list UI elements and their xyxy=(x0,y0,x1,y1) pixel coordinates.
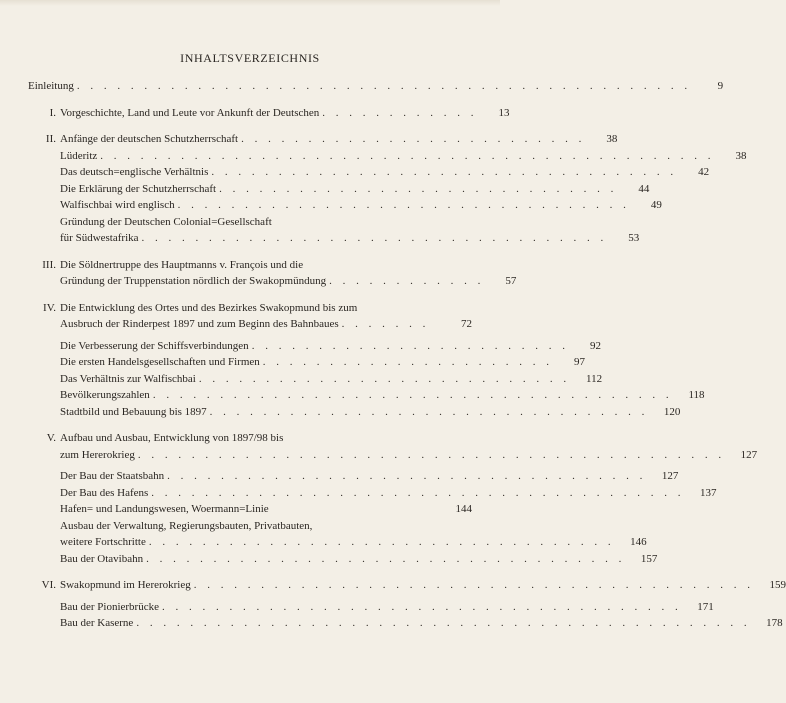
chapter-numeral: V. xyxy=(46,432,56,444)
leader-dots: . . . . . . . . . . . . . . . . . . . . . . . . . . . . . . xyxy=(219,182,618,195)
toc-section[interactable] xyxy=(28,485,717,502)
toc-section[interactable] xyxy=(28,148,747,165)
toc-page-number: 171 xyxy=(697,600,714,613)
toc-entry-label: Bau der Otavibahn xyxy=(60,552,144,565)
leader-dots: . . . . . . . . . . . . . . . . . . . . . . . . . . . . . . . . . . . . . . . xyxy=(161,600,682,613)
toc-entry-label: Lüderitz xyxy=(60,149,98,162)
toc-entry-label: Der Bau des Hafens xyxy=(60,486,149,499)
toc-page-number: 42 xyxy=(698,166,710,178)
leader-dots: . . . . . . . . . . . . . . . . . . . . . . . . . . . . . . . . . . . . . . . xyxy=(152,389,673,401)
toc-page-number: 13 xyxy=(498,106,510,119)
toc-page-number: 127 xyxy=(661,470,679,482)
leader-dots: . . . . . . . . . . . . . . . . . . . . . . . . xyxy=(251,339,569,352)
leader-dots: . . . . . . . . . . . . xyxy=(322,106,478,119)
leader-dots: . . . . . . . . . . . . . . . . . . . . . . . . . . . . . . . . . . . . . . . . xyxy=(151,486,685,499)
leader-dots: . . . . . . . . . . . . . . . . . . . . . . . . . . . . . . . . . . . . xyxy=(146,552,626,565)
page-title: INHALTSVERZEICHNIS xyxy=(180,51,320,65)
toc-entry-label: Die ersten Handelsgesellschaften und Firmen xyxy=(60,356,260,368)
leader-dots: . . . . . . . . . . . . . . . . . . . . . . . . . . . . . . . . . . . . . . . . . . . . . . xyxy=(136,617,751,629)
toc-entry-label: Ausbruch der Rinderpest 1897 und zum Beginn des Bahnbaues xyxy=(60,318,339,330)
toc-page-number: 72 xyxy=(461,318,472,330)
toc-entry-label: Die Entwicklung des Ortes und des Bezirkes Swakopmund bis zum xyxy=(60,301,358,314)
leader-dots: . . . . . . . . . . . . . . . . . . . . . . . . . . . . . . . . . . . . . . . . . . . . . . xyxy=(100,149,715,162)
leader-dots: . . . . . . . . . . . . . . . . . . . . . . . . . . . . . . . . . . . xyxy=(211,166,678,178)
leader-dots: . . . . . . . . . . . . . . . . . . . . . . . . . . . . . . . . . . . . . . . . . . . . xyxy=(137,448,726,461)
toc-section[interactable] xyxy=(28,371,603,388)
toc-page-number: 159 xyxy=(769,579,786,591)
toc-chapter-1[interactable] xyxy=(28,105,510,122)
toc-entry-label: Der Bau der Staatsbahn xyxy=(60,470,165,482)
toc-chapter-6[interactable] xyxy=(28,577,786,594)
toc-section[interactable] xyxy=(28,338,601,355)
toc-section[interactable] xyxy=(28,468,679,485)
table-of-contents xyxy=(28,78,786,632)
toc-entry-label: Bevölkerungszahlen xyxy=(60,389,150,401)
toc-page-number: 97 xyxy=(574,356,586,368)
toc-section[interactable] xyxy=(28,534,647,551)
toc-page-number: 137 xyxy=(700,486,717,499)
toc-section[interactable] xyxy=(28,599,714,616)
toc-page-number: 178 xyxy=(766,617,783,629)
toc-entry-label: Bau der Kaserne xyxy=(60,617,134,629)
leader-dots: . . . . . . . . . . . . . . . . . . . . . . . . . . . . . . . . . . . . xyxy=(167,470,647,482)
toc-page-number: 53 xyxy=(628,232,640,244)
toc-entry-label: Das Verhältnis zur Walfischbai xyxy=(60,372,196,385)
leader-dots: . . . . . . . . . . . . . . . . . . . . . . . . . . xyxy=(241,133,586,145)
toc-entry-label: weitere Fortschritte xyxy=(60,536,146,548)
leader-dots: . . . . . . . . . . . . . . . . . . . . . . xyxy=(262,356,554,368)
toc-entry-label: Stadtbild und Bebauung bis 1897 xyxy=(60,405,207,418)
toc-section[interactable] xyxy=(28,354,586,371)
toc-entry-label: zum Hererokrieg xyxy=(60,448,135,461)
leader-dots: . . . . . . . . . . . . . . . . . . . . . . . . . . . . . . . . . . . . . . . . . . . . . . xyxy=(76,80,692,92)
toc-section[interactable] xyxy=(28,501,472,518)
toc-section[interactable] xyxy=(28,615,783,632)
scan-edge xyxy=(0,0,500,6)
toc-entry-label: Das deutsch=englische Verhältnis xyxy=(60,166,209,178)
toc-page-number: 9 xyxy=(717,80,724,92)
leader-dots: . . . . . . . . . . . . . . . . . . . . . . . . . . . . . . . . . . . xyxy=(141,232,608,244)
toc-section[interactable] xyxy=(28,230,640,247)
toc-entry-label: Vorgeschichte, Land und Leute vor Ankunft der Deutschen xyxy=(60,106,320,119)
toc-entry-label: Bau der Pionierbrücke xyxy=(60,600,159,613)
toc-entry-label: Einleitung xyxy=(28,80,74,92)
toc-entry-label: Die Söldnertruppe des Hauptmanns v. François und die xyxy=(60,258,304,271)
toc-entry-einleitung[interactable] xyxy=(28,78,724,95)
leader-dots: . . . . . . . . . . . . . . . . . . . . . . . . . . . . . . . . . . . xyxy=(148,536,615,548)
chapter-numeral: VI. xyxy=(41,579,56,591)
chapter-numeral: IV. xyxy=(43,301,56,314)
leader-dots: . . . . . . . xyxy=(341,318,430,330)
toc-chapter-5-line1[interactable] xyxy=(28,430,472,447)
toc-entry-label: Die Verbesserung der Schiffsverbindungen xyxy=(60,339,249,352)
toc-entry-label: für Südwestafrika xyxy=(60,232,139,244)
toc-section-line: Gründung der Deutschen Colonial=Gesellschaft xyxy=(60,215,272,228)
chapter-numeral: III. xyxy=(42,258,56,271)
leader-dots: . . . . . . . . . . . . . . . . . . . . . . . . . . . . . . . . . . . . . . . . . . xyxy=(193,579,754,591)
toc-entry-label: Hafen= und Landungswesen, Woermann=Linie xyxy=(60,503,269,515)
toc-section-line: Ausbau der Verwaltung, Regierungsbauten, Privatbauten, xyxy=(60,519,313,532)
toc-entry-label: Aufbau und Ausbau, Entwicklung von 1897/98 bis xyxy=(60,432,284,444)
toc-entry-label: Die Erklärung der Schutzherrschaft xyxy=(60,182,217,195)
toc-section[interactable] xyxy=(28,404,681,421)
toc-entry-label: Gründung der Truppenstation nördlich der Swakopmündung xyxy=(60,275,327,287)
leader-dots: . . . . . . . . . . . . . . . . . . . . . . . . . . . . . . . . . xyxy=(209,405,649,418)
toc-section[interactable] xyxy=(28,181,650,198)
toc-page-number: 127 xyxy=(740,448,758,461)
toc-page-number: 57 xyxy=(505,275,517,287)
toc-page-number: 112 xyxy=(586,372,603,385)
toc-page-number: 44 xyxy=(638,182,650,195)
toc-section[interactable] xyxy=(28,387,705,404)
leader-dots: . . . . . . . . . . . . xyxy=(329,275,485,287)
toc-page-number: 38 xyxy=(735,149,747,162)
toc-chapter-5[interactable] xyxy=(28,447,758,464)
toc-chapter-4-line1[interactable] xyxy=(28,300,472,317)
toc-section[interactable] xyxy=(28,551,658,568)
toc-page-number: 92 xyxy=(589,339,601,352)
toc-section[interactable] xyxy=(28,197,662,214)
toc-entry-label: Swakopmund im Hererokrieg xyxy=(60,579,191,591)
toc-chapter-3[interactable] xyxy=(28,273,517,290)
chapter-numeral: II. xyxy=(45,133,56,145)
toc-section[interactable] xyxy=(28,164,710,181)
toc-page-number: 157 xyxy=(640,552,658,565)
toc-chapter-4[interactable] xyxy=(28,316,472,333)
toc-page-number: 144 xyxy=(455,503,472,515)
chapter-numeral: I. xyxy=(49,106,56,119)
toc-chapter-2[interactable] xyxy=(28,131,618,148)
toc-chapter-3-line1[interactable] xyxy=(28,257,472,274)
leader-dots: . . . . . . . . . . . . . . . . . . . . . . . . . . . . xyxy=(198,372,571,385)
toc-entry-label: Walfischbai wird englisch xyxy=(60,199,175,211)
toc-page-number: 118 xyxy=(688,389,705,401)
toc-page-number: 120 xyxy=(663,405,681,418)
toc-page-number: 146 xyxy=(630,536,647,548)
toc-page-number: 38 xyxy=(606,133,618,145)
toc-page-number: 49 xyxy=(650,199,662,211)
leader-dots: . . . . . . . . . . . . . . . . . . . . . . . . . . . . . . . . . . xyxy=(177,199,630,211)
toc-entry-label: Anfänge der deutschen Schutzherrschaft xyxy=(60,133,239,145)
